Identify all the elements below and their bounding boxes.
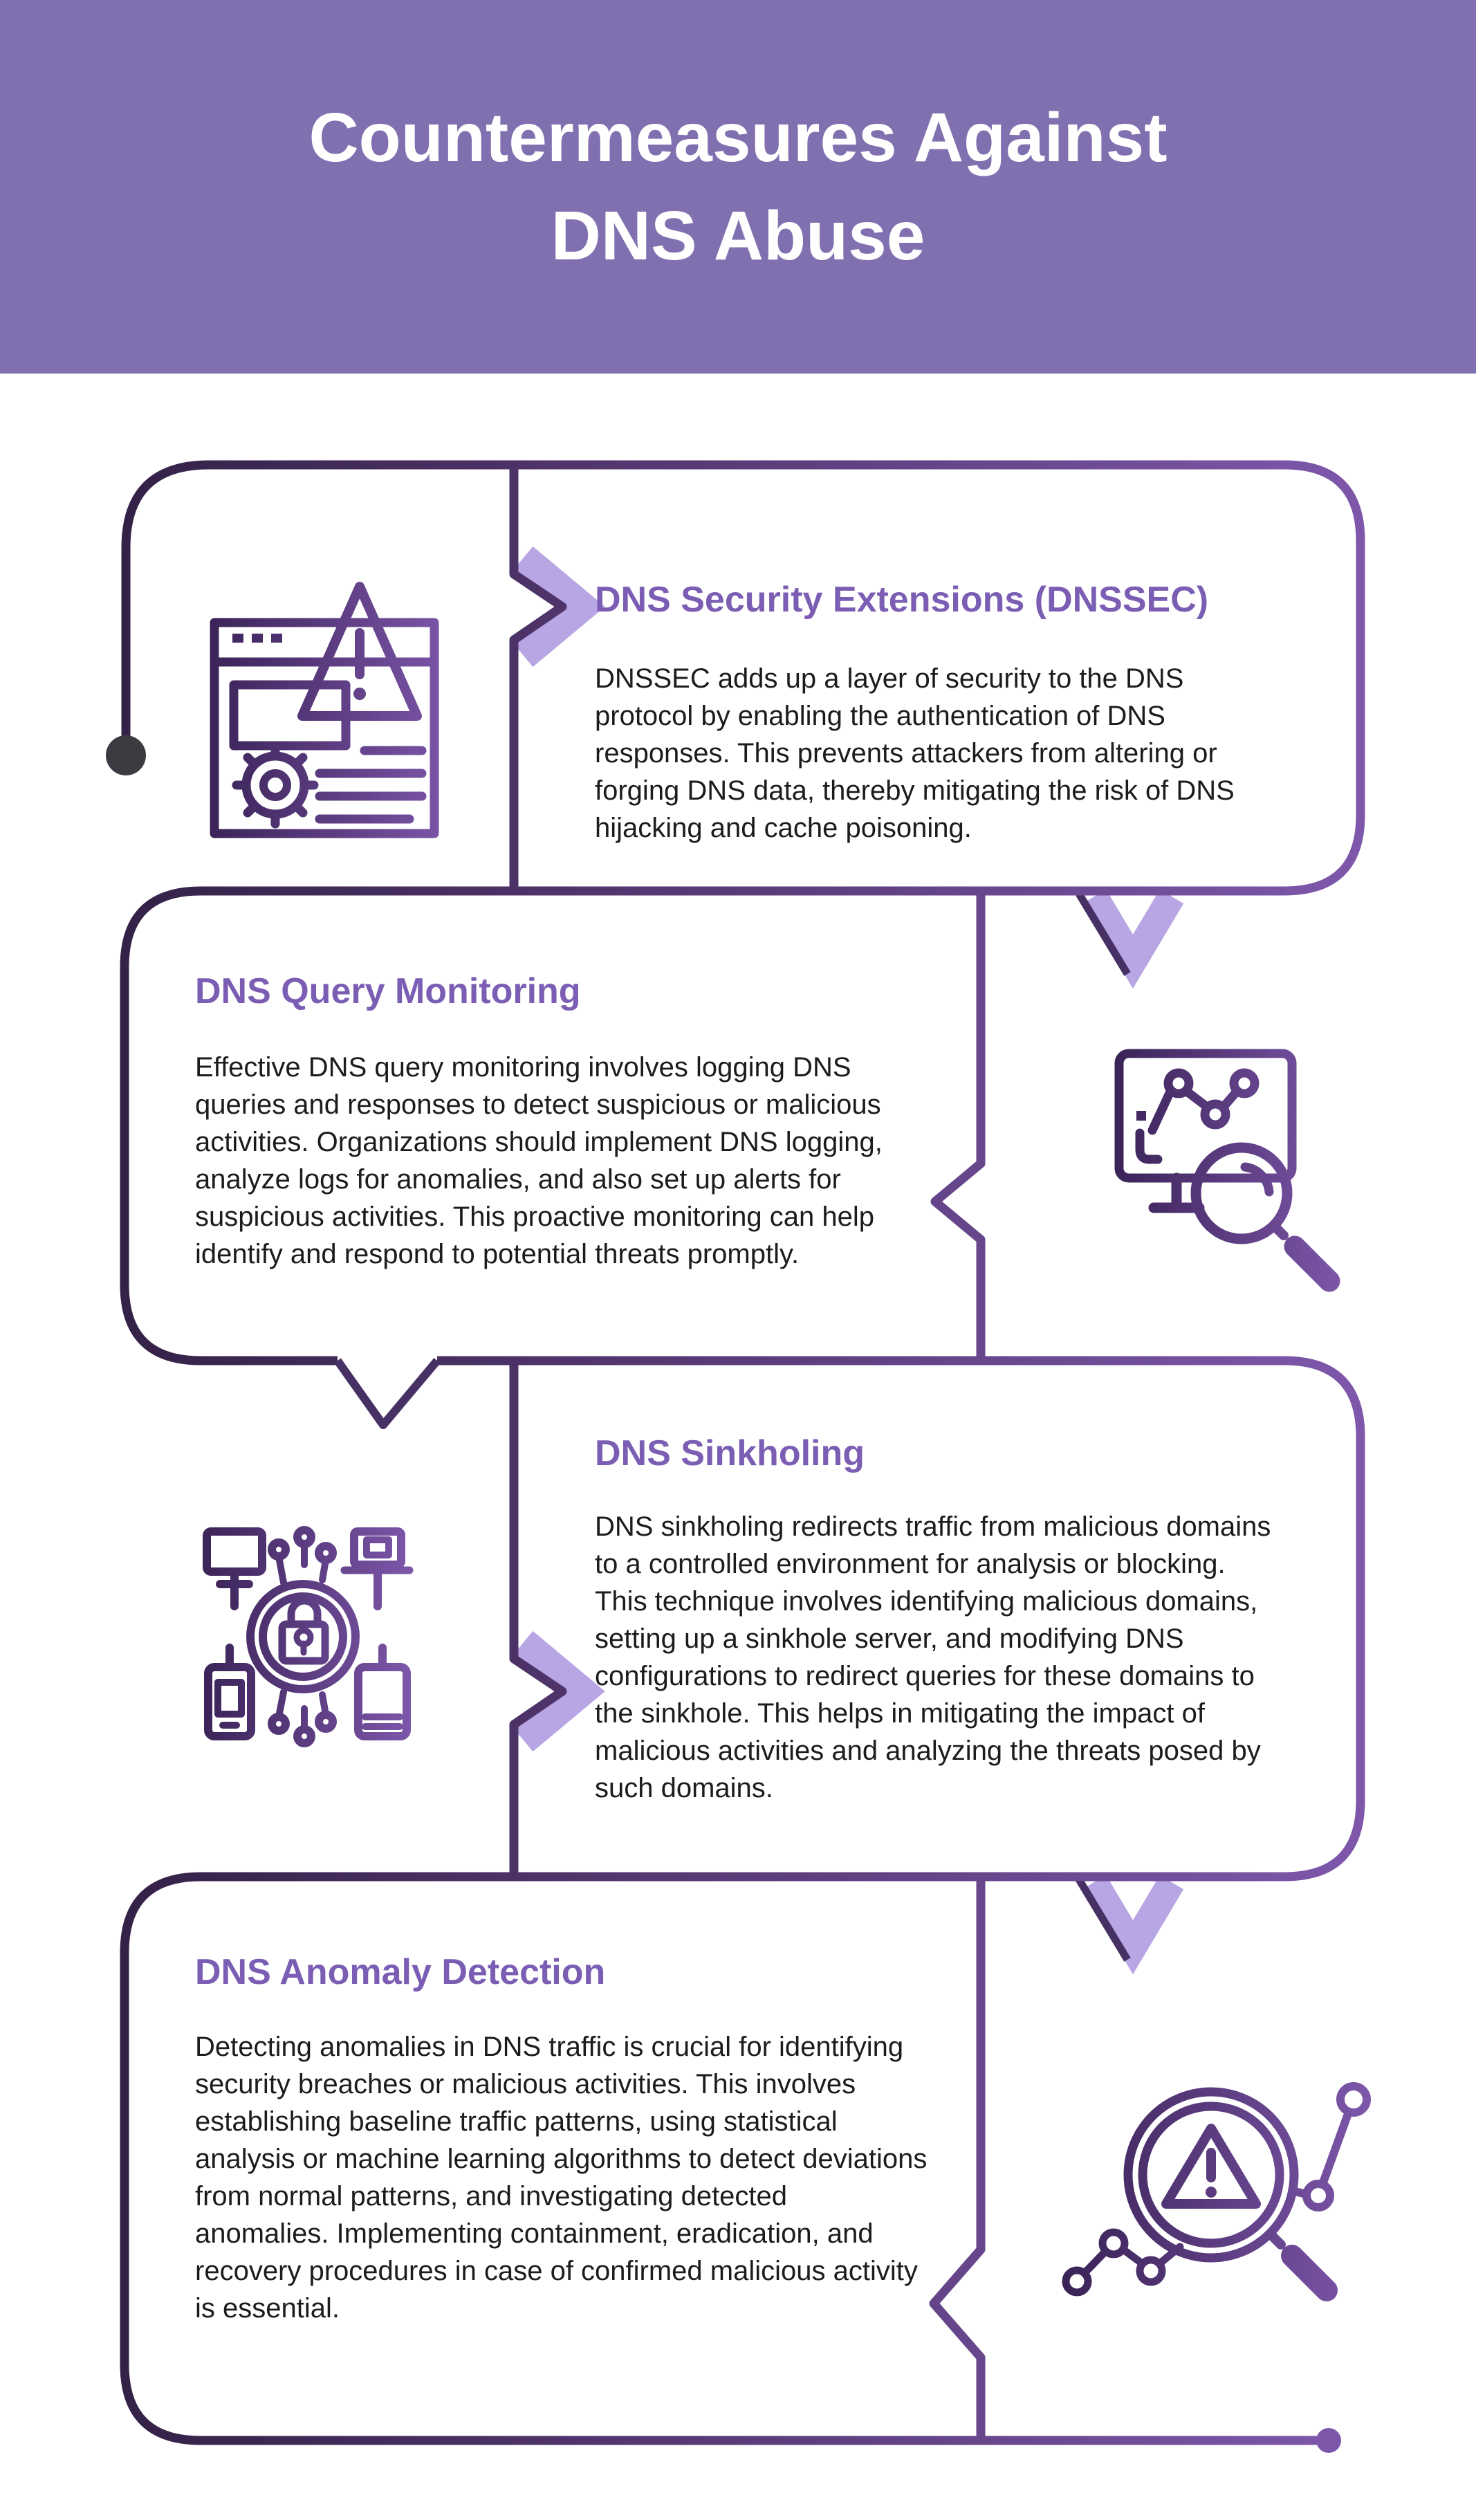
section-anomaly-detection: [195, 1952, 942, 2327]
section-query-monitoring: [195, 971, 942, 1273]
title-line-2: DNS Abuse: [551, 197, 925, 275]
browser-alert-icon: [214, 587, 434, 834]
speech-tail: [338, 1361, 437, 1425]
network-lock-icon: [207, 1530, 409, 1743]
magnifier-alert-icon: [1066, 2086, 1367, 2292]
title-line-1: Countermeasures Against: [308, 99, 1168, 176]
section-heading: DNS Query Monitoring: [195, 971, 581, 1011]
section-heading: DNS Sinkholing: [595, 1433, 865, 1473]
section-heading: DNS Anomaly Detection: [195, 1952, 606, 1992]
end-dot: [1316, 2428, 1341, 2453]
section-heading: DNS Security Extensions (DNSSEC): [595, 580, 1209, 620]
section-dnssec: [595, 580, 1300, 847]
section-body: Detecting anomalies in DNS traffic is crucial for identifying security breaches or malicious activities. This involves establishing baseline traffic patterns, using statistical analysis or machine learning algorithms to detect deviations from normal patterns, and investigating detected anomalies. Implementing containment, eradication, and recovery procedures in case of confirmed malicious activity is essential.: [195, 2031, 928, 2324]
section-body: DNSSEC adds up a layer of security to the DNS protocol by enabling the authentication of DNS responses. This prevents attackers from altering or forging DNS data, thereby mitigating the risk of DNS hijacking and cache poisoning.: [595, 663, 1235, 843]
section-body: Effective DNS query monitoring involves logging DNS queries and responses to detect suspicious or malicious activities. Organizations should implement DNS logging, analyze logs for anomalies, and also set up alerts for suspicious activities. This proactive monitoring can help identify and respond to potential threats promptly.: [195, 1051, 883, 1269]
start-dot: [106, 735, 146, 775]
section-sinkholing: [595, 1433, 1286, 1807]
monitor-search-icon: [1119, 1054, 1329, 1281]
section-body: DNS sinkholing redirects traffic from malicious domains to a controlled environment for analysis or blocking. This technique involves identifying malicious domains, setting up a sinkhole server, and modifying DNS configurations to redirect queries for these domains to the sinkhole. This helps in mitigating the impact of malicious activities and analyzing the threats posed by such domains.: [595, 1511, 1271, 1803]
